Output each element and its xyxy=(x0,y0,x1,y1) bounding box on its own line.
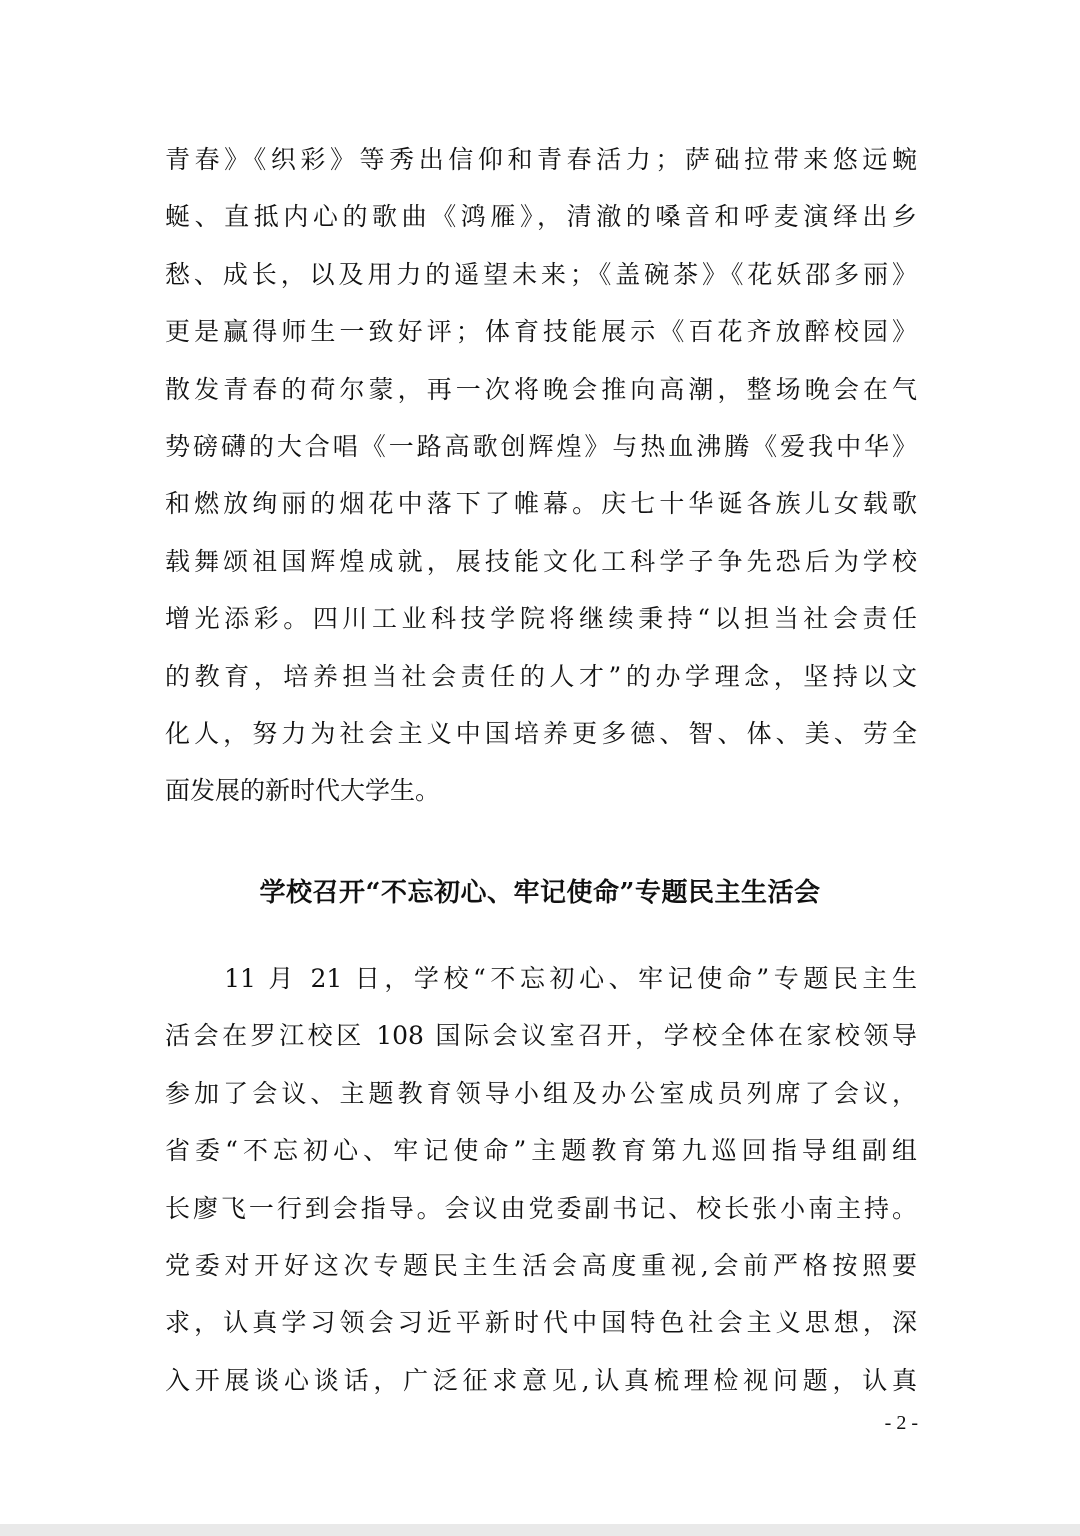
text-line: 面发展的新时代大学生。 xyxy=(165,776,441,806)
text-line: 省委“不忘初心、牢记使命”主题教育第九巡回指导组副组 xyxy=(165,1136,917,1166)
text-line: 更是赢得师生一致好评；体育技能展示《百花齐放醉校园》 xyxy=(165,317,917,347)
body-paragraph-1 xyxy=(165,131,917,820)
text-line: 载舞颂祖国辉煌成就，展技能文化工科学子争先恐后为学校 xyxy=(165,546,917,576)
text-line: 党委对开好这次专题民主生活会高度重视,会前严格按照要 xyxy=(165,1250,917,1280)
text-line: 化人，努力为社会主义中国培养更多德、智、体、美、劳全 xyxy=(165,718,917,748)
text-line: 增光添彩。四川工业科技学院将继续秉持“以担当社会责任 xyxy=(165,604,917,634)
text-line: 愁、成长，以及用力的遥望未来；《盖碗茶》《花妖邵多丽》 xyxy=(165,259,917,289)
text-line: 的教育，培养担当社会责任的人才”的办学理念，坚持以文 xyxy=(165,661,917,691)
text-line: 和燃放绚丽的烟花中落下了帷幕。庆七十华诞各族儿女载歌 xyxy=(165,489,917,519)
text-line: 势磅礴的大合唱《一路高歌创辉煌》与热血沸腾《爱我中华》 xyxy=(165,431,917,461)
text-line: 入开展谈心谈话，广泛征求意见,认真梳理检视问题，认真 xyxy=(165,1365,917,1395)
page-number: - 2 - xyxy=(884,1412,918,1434)
text-line: 散发青春的荷尔蒙，再一次将晚会推向高潮，整场晚会在气 xyxy=(165,374,917,404)
section-heading: 学校召开“不忘初心、牢记使命”专题民主生活会 xyxy=(259,878,821,908)
text-line: 求，认真学习领会习近平新时代中国特色社会主义思想，深 xyxy=(165,1308,917,1338)
text-line: 长廖飞一行到会指导。会议由党委副书记、校长张小南主持。 xyxy=(165,1193,917,1223)
text-line: 参加了会议、主题教育领导小组及办公室成员列席了会议， xyxy=(165,1078,917,1108)
text-line: 11 月 21 日，学校“不忘初心、牢记使命”专题民主生 xyxy=(165,964,917,993)
text-line: 活会在罗江校区 108 国际会议室召开，学校全体在家校领导 xyxy=(165,1021,917,1051)
text-line: 青春》《织彩》等秀出信仰和青春活力；萨础拉带来悠远蜿 xyxy=(165,145,917,174)
text-line: 蜒、直抵内心的歌曲《鸿雁》，清澈的嗓音和呼麦演绎出乡 xyxy=(165,202,917,232)
viewer-bottom-strip xyxy=(0,1524,1080,1536)
body-paragraph-2 xyxy=(165,950,917,1409)
